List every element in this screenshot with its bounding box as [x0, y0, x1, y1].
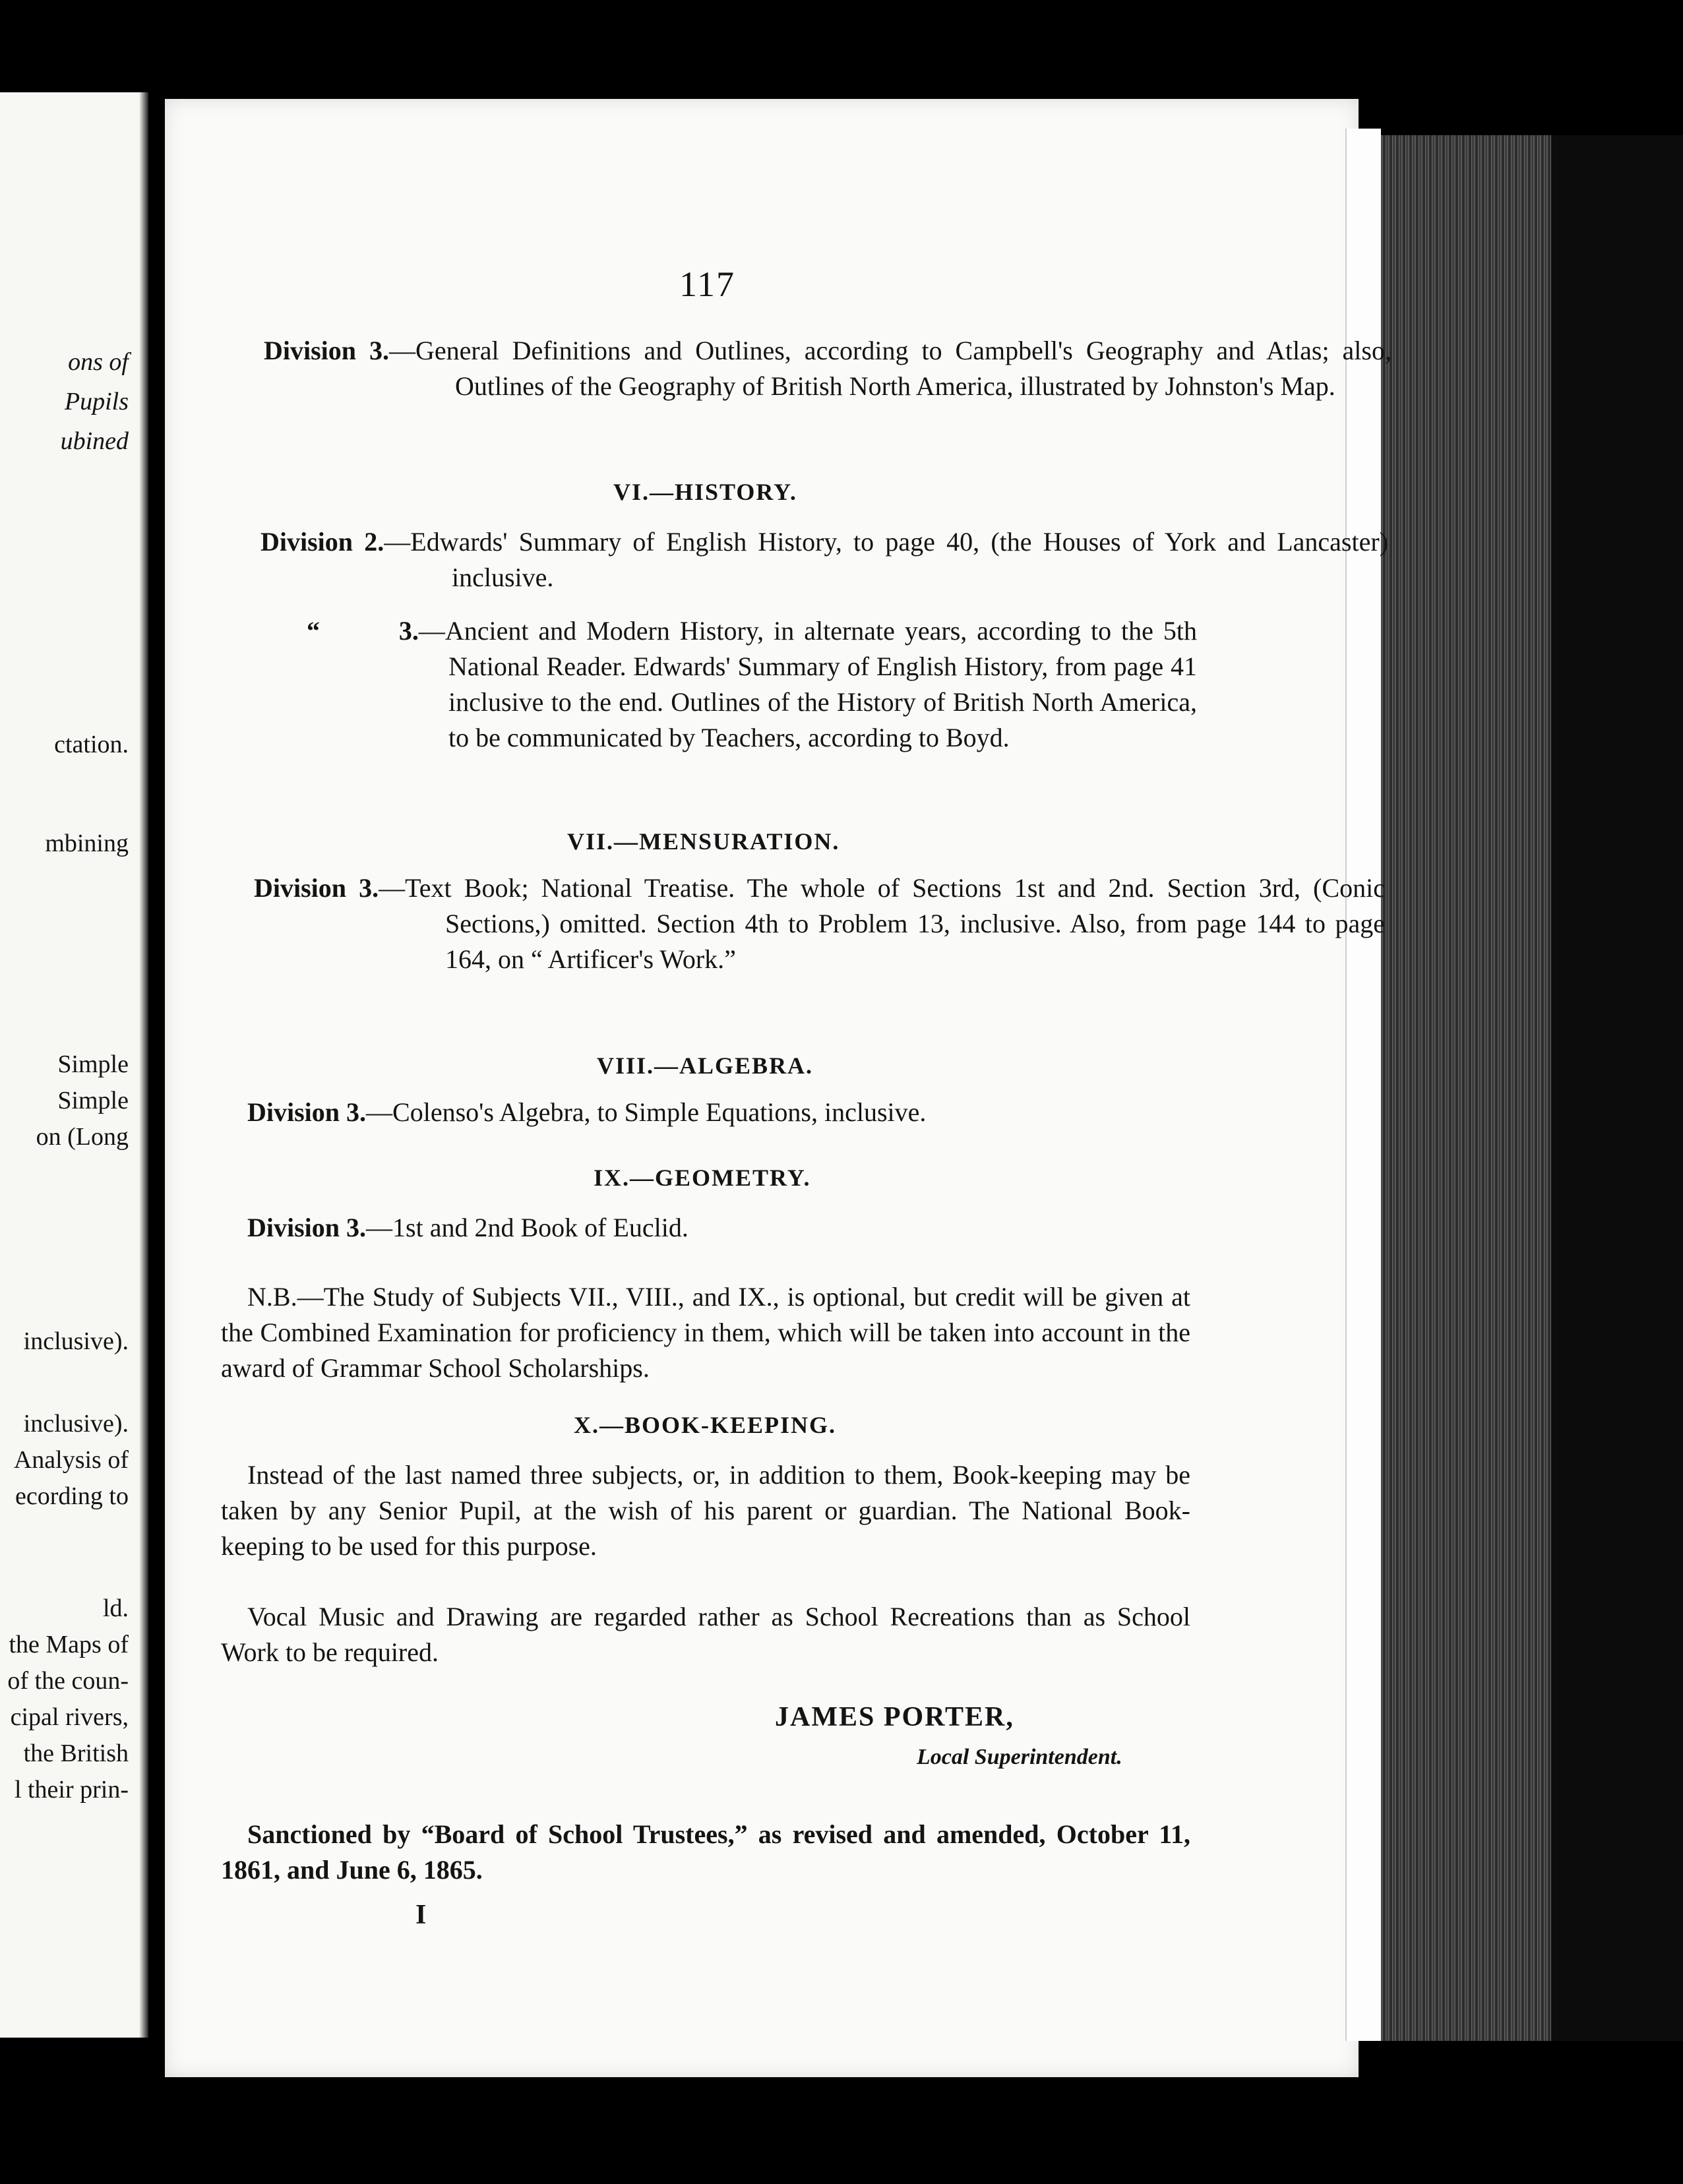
- geography-division-3: [264, 333, 1392, 404]
- division-text: —Edwards' Summary of English History, to page 40, (the Houses of York and Lancaster) inclusive.: [384, 527, 1388, 592]
- left-fragment: the Maps of: [9, 1631, 129, 1658]
- page-number: 117: [679, 264, 735, 304]
- division-label: Division 3.: [254, 873, 379, 903]
- nb-paragraph: N.B.—The Study of Subjects VII., VIII., and IX., is optional, but credit will be given at the Combined Examination for proficiency in them, which will be taken into account in the award of Grammar School Scholarships.: [221, 1282, 1190, 1383]
- algebra-division-3: [247, 1095, 1197, 1130]
- division-label: “ 3.: [307, 616, 419, 646]
- division-label: Division 3.: [247, 1213, 367, 1242]
- division-text: —Ancient and Modern History, in alternate years, according to the 5th National Reader. Edwards' Summary of English History, from page 41 inclusive to the end. Outlines of the History of British North America, to be communicated by Teachers, according to Boyd.: [418, 616, 1198, 752]
- section-heading-history: VI.—HISTORY.: [613, 479, 797, 505]
- section-heading-mensuration: VII.—MENSURATION.: [567, 828, 840, 855]
- left-fragment: inclusive).: [23, 1410, 129, 1438]
- history-division-3: [307, 613, 1197, 756]
- division-label: Division 2.: [260, 527, 384, 557]
- left-fragment: cipal rivers,: [10, 1703, 129, 1731]
- left-fragment: Simple: [57, 1050, 129, 1078]
- music-drawing-paragraph: Vocal Music and Drawing are regarded rather as School Recreations than as School Work to be required.: [221, 1602, 1190, 1667]
- division-text: —General Definitions and Outlines, according to Campbell's Geography and Atlas; also, Outlines of the Geography of British North America, illustrated by Johnston's Map.: [389, 336, 1392, 401]
- page-edge: [1345, 129, 1381, 2041]
- left-fragment: ons of: [68, 348, 129, 376]
- left-fragment: ld.: [102, 1594, 129, 1622]
- book-page-stack: [1380, 135, 1551, 2041]
- book-gutter: [139, 92, 148, 2038]
- mensuration-division-3: [254, 870, 1385, 977]
- division-text: —Text Book; National Treatise. The whole of Sections 1st and 2nd. Section 3rd, (Conic Sections,) omitted. Section 4th to Problem 13, inclusive. Also, from page 144 to page 164, on “ Artificer's Work.”: [379, 873, 1385, 974]
- left-fragment: l their prin-: [14, 1776, 129, 1804]
- division-text: —1st and 2nd Book of Euclid.: [366, 1213, 688, 1242]
- division-label: Division 3.: [264, 336, 390, 365]
- left-fragment: of the coun-: [7, 1667, 129, 1695]
- scan-background: [1551, 135, 1683, 2041]
- geometry-division-3: [247, 1210, 1197, 1246]
- left-fragment: the British: [23, 1740, 129, 1767]
- signature-title: Local Superintendent.: [917, 1745, 1122, 1769]
- bookkeeping-paragraph: Instead of the last named three subjects, or, in addition to them, Book-keeping may be taken by any Senior Pupil, at the wish of his parent or guardian. The National Book-keeping to be used for this purpose.: [221, 1460, 1190, 1561]
- left-fragment: inclusive).: [23, 1327, 129, 1355]
- signature-name: JAMES PORTER,: [775, 1702, 1014, 1732]
- left-fragment: ctation.: [54, 731, 129, 758]
- section-heading-algebra: VIII.—ALGEBRA.: [597, 1052, 814, 1079]
- left-fragment: ubined: [60, 427, 129, 455]
- left-fragment: ecording to: [15, 1482, 129, 1510]
- history-division-2: [260, 524, 1388, 595]
- left-fragment: Simple: [57, 1087, 129, 1114]
- left-fragment: on (Long: [36, 1123, 129, 1151]
- section-heading-geometry: IX.—GEOMETRY.: [594, 1165, 811, 1191]
- left-fragment: Pupils: [64, 388, 129, 415]
- sanction-paragraph: Sanctioned by “Board of School Trustees,” as revised and amended, October 11, 1861, and June 6, 1865.: [221, 1819, 1190, 1885]
- section-heading-bookkeeping: X.—BOOK-KEEPING.: [574, 1412, 837, 1438]
- previous-page-fragment: [0, 92, 148, 2038]
- division-text: —Colenso's Algebra, to Simple Equations, inclusive.: [366, 1097, 927, 1127]
- signature-mark: I: [415, 1900, 427, 1930]
- division-label: Division 3.: [247, 1097, 367, 1127]
- left-fragment: Analysis of: [13, 1446, 129, 1474]
- left-fragment: mbining: [45, 830, 129, 857]
